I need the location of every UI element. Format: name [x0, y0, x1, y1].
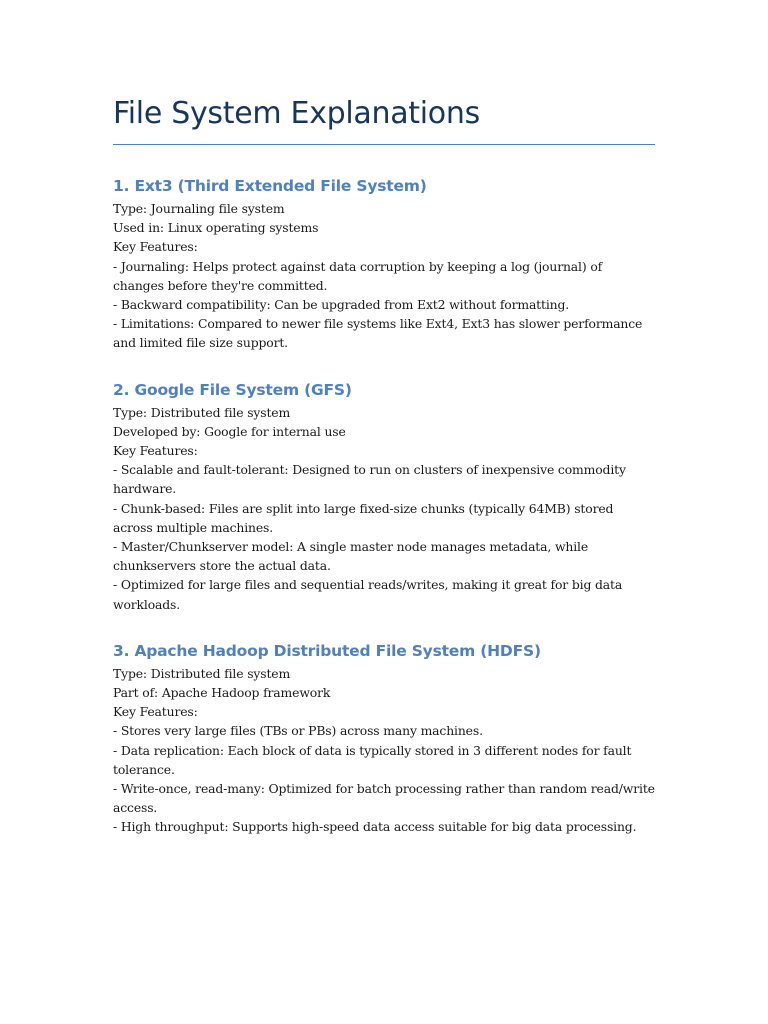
section-heading: 1. Ext3 (Third Extended File System): [113, 177, 427, 195]
section-heading: 3. Apache Hadoop Distributed File System (HDFS): [113, 641, 541, 660]
section-gfs: [113, 380, 655, 614]
feature-list: [113, 257, 655, 353]
feature-item: - Chunk-based: Files are split into large fixed-size chunks (typically 64MB) stored across multiple machines.: [113, 500, 614, 535]
feature-item: - Limitations: Compared to newer file systems like Ext4, Ext3 has slower performance and limited file size support.: [113, 316, 643, 351]
feature-list: [113, 460, 655, 614]
feature-item: - Data replication: Each block of data is typically stored in 3 different nodes for fault tolerance.: [113, 742, 632, 777]
type-line: Type: Journaling file system: [113, 201, 285, 216]
feature-item: - Stores very large files (TBs or PBs) across many machines.: [113, 723, 483, 739]
feature-item: - High throughput: Supports high-speed data access suitable for big data processing.: [113, 819, 637, 835]
document-content: [113, 94, 655, 864]
feature-item: - Write-once, read-many: Optimized for batch processing rather than random read/write access.: [113, 781, 655, 816]
part-of-line: Part of: Apache Hadoop framework: [113, 685, 331, 701]
type-line: Type: Distributed file system: [113, 404, 291, 420]
document-title: File System Explanations: [113, 96, 480, 131]
section-hdfs: [113, 641, 655, 837]
feature-list: [113, 721, 655, 836]
feature-item: - Backward compatibility: Can be upgraded from Ext2 without formatting.: [113, 297, 570, 313]
key-features-label: Key Features:: [113, 443, 198, 459]
key-features-label: Key Features:: [113, 239, 198, 255]
section-heading: 2. Google File System (GFS): [113, 380, 352, 399]
feature-item: - Journaling: Helps protect against data corruption by keeping a log (journal) of changes before they're committed.: [113, 258, 603, 293]
feature-item: - Master/Chunkserver model: A single master node manages metadata, while chunkservers store the actual data.: [113, 539, 589, 574]
section-ext3: [113, 176, 655, 353]
title-divider: [113, 144, 655, 145]
feature-item: - Scalable and fault-tolerant: Designed to run on clusters of inexpensive commodity hardware.: [113, 462, 626, 497]
key-features-label: Key Features:: [113, 704, 198, 720]
type-line: Type: Distributed file system: [113, 665, 291, 681]
feature-item: - Optimized for large files and sequential reads/writes, making it great for big data workloads.: [113, 577, 623, 612]
developed-by-line: Developed by: Google for internal use: [113, 423, 346, 439]
used-in-line: Used in: Linux operating systems: [113, 220, 319, 236]
